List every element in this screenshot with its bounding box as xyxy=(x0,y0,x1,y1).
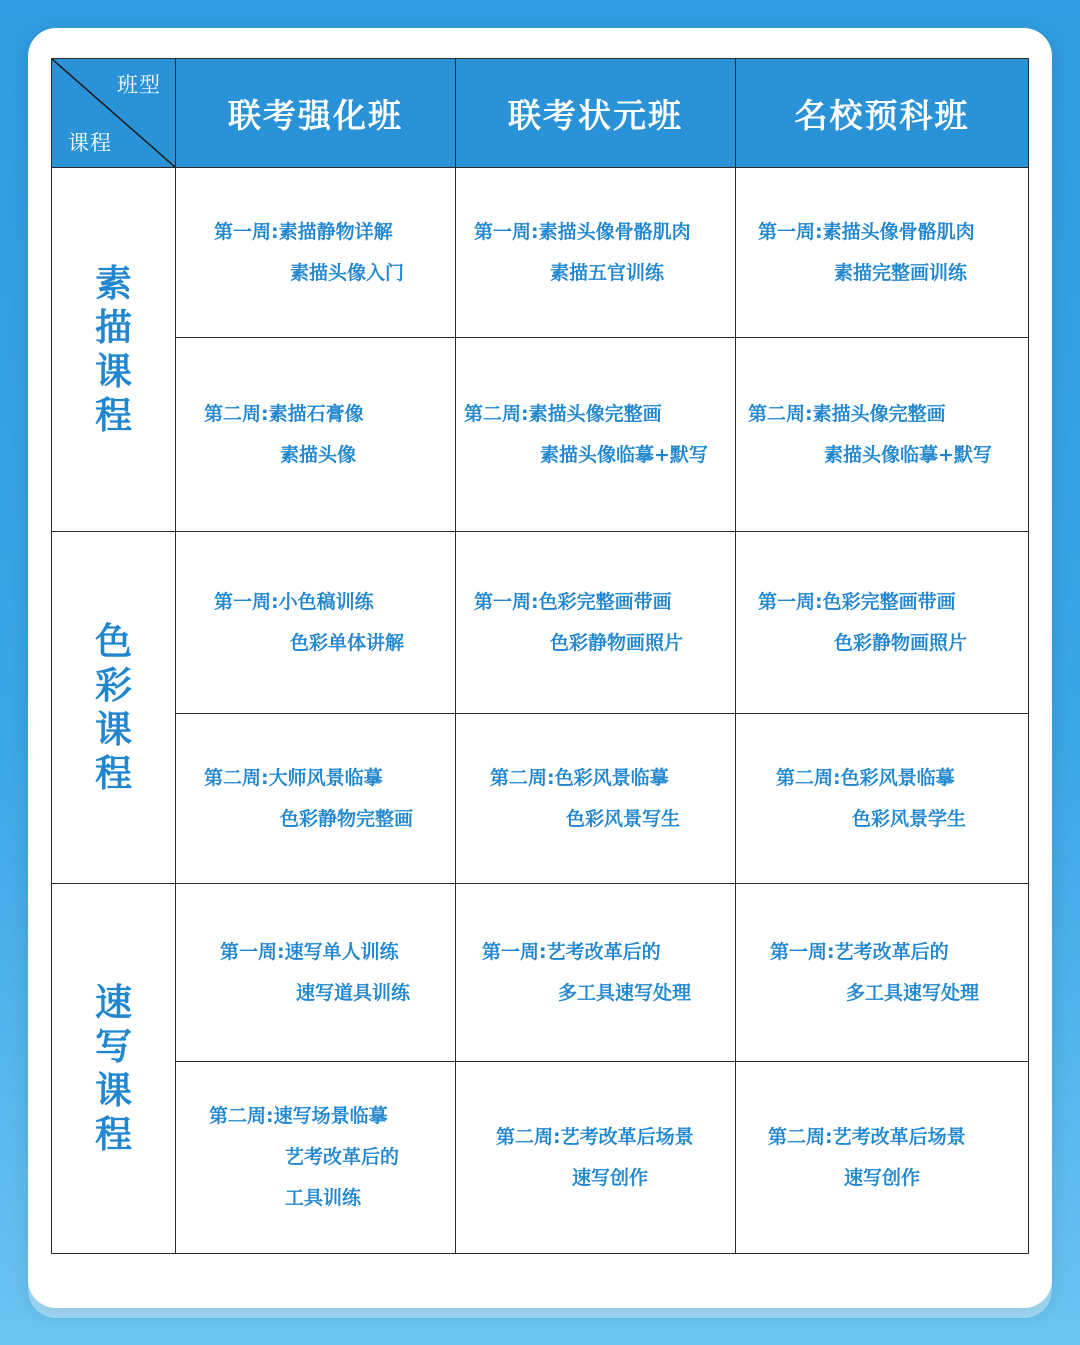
cell-line: 第一周:素描头像骨骼肌肉 xyxy=(758,220,975,243)
table-row xyxy=(52,168,1029,338)
cell-line: 多工具速写处理 xyxy=(846,981,980,1004)
cell-line: 素描头像 xyxy=(280,443,357,466)
cell-line: 第一周:素描头像骨骼肌肉 xyxy=(474,220,691,243)
table-row xyxy=(52,532,1029,714)
table-row xyxy=(52,1062,1029,1254)
table-cell xyxy=(456,338,736,532)
table-cell xyxy=(176,884,456,1062)
cell-line: 速写道具训练 xyxy=(296,981,411,1004)
course-name-color xyxy=(52,532,176,884)
course-name-label: 速写课程 xyxy=(95,980,132,1156)
cell-line: 第一周:艺考改革后的 xyxy=(770,940,949,963)
cell-line: 艺考改革后的 xyxy=(285,1146,400,1168)
cell-line: 第二周:色彩风景临摹 xyxy=(490,766,669,789)
table-cell xyxy=(176,714,456,884)
table-cell xyxy=(736,338,1029,532)
header-row xyxy=(52,59,1029,168)
course-label: 课程 xyxy=(68,131,112,155)
cell-line: 第一周:速写单人训练 xyxy=(220,940,399,963)
table-cell xyxy=(736,884,1029,1062)
cell-line: 第一周:小色稿训练 xyxy=(214,590,374,613)
table-cell xyxy=(456,714,736,884)
cell-line: 多工具速写处理 xyxy=(558,981,692,1004)
table-cell xyxy=(176,168,456,338)
table-cell xyxy=(176,532,456,714)
table-cell xyxy=(456,884,736,1062)
cell-line: 色彩静物完整画 xyxy=(280,807,414,830)
cell-line: 素描五官训练 xyxy=(550,261,665,284)
column-header-lianKaoQiangHua: 联考强化班 xyxy=(176,59,456,168)
cell-line: 第二周:速写场景临摹 xyxy=(209,1105,388,1127)
cell-line: 色彩风景写生 xyxy=(566,807,681,830)
cell-line: 素描头像临摹+默写 xyxy=(824,443,992,466)
cell-line: 色彩静物画照片 xyxy=(834,631,968,654)
cell-line: 素描完整画训练 xyxy=(834,261,968,284)
cell-line: 第二周:素描石膏像 xyxy=(204,402,364,425)
table-cell xyxy=(176,338,456,532)
table-cell xyxy=(736,1062,1029,1254)
cell-line: 第二周:艺考改革后场景 xyxy=(768,1125,966,1148)
course-name-label: 色彩课程 xyxy=(95,619,132,795)
table-cell xyxy=(456,1062,736,1254)
cell-line: 第一周:色彩完整画带画 xyxy=(758,590,956,613)
cell-line: 第二周:艺考改革后场景 xyxy=(496,1125,694,1148)
table-cell xyxy=(176,1062,456,1254)
course-name-label: 素描课程 xyxy=(95,261,132,437)
table-row xyxy=(52,338,1029,532)
cell-line: 色彩风景学生 xyxy=(852,807,967,830)
table-cell xyxy=(456,532,736,714)
cell-line: 素描头像临摹+默写 xyxy=(540,443,708,466)
cell-line: 第一周:素描静物详解 xyxy=(214,220,393,243)
course-name-sketch xyxy=(52,168,176,532)
column-header-lianKaoZhuangYuan: 联考状元班 xyxy=(456,59,736,168)
cell-line: 第一周:艺考改革后的 xyxy=(482,940,661,963)
column-header-mingXiaoYuKe: 名校预科班 xyxy=(736,59,1029,168)
cell-line: 第二周:大师风景临摹 xyxy=(204,766,383,789)
cell-line: 第一周:色彩完整画带画 xyxy=(474,590,672,613)
corner-header-cell xyxy=(52,59,176,168)
course-name-quick-sketch xyxy=(52,884,176,1254)
cell-line: 色彩单体讲解 xyxy=(290,631,405,654)
table-row xyxy=(52,714,1029,884)
cell-line: 第二周:素描头像完整画 xyxy=(464,402,662,425)
table-cell xyxy=(456,168,736,338)
cell-line: 第二周:色彩风景临摹 xyxy=(776,766,955,789)
table-cell xyxy=(736,532,1029,714)
class-type-label: 班型 xyxy=(117,73,161,97)
table-row xyxy=(52,884,1029,1062)
cell-line: 色彩静物画照片 xyxy=(550,631,684,654)
cell-line: 速写创作 xyxy=(844,1166,921,1189)
course-schedule-table xyxy=(51,58,1029,1254)
cell-line: 素描头像入门 xyxy=(290,261,405,284)
cell-line: 速写创作 xyxy=(572,1166,649,1189)
table-cell xyxy=(736,168,1029,338)
table-cell xyxy=(736,714,1029,884)
cell-line: 工具训练 xyxy=(285,1187,362,1209)
cell-line: 第二周:素描头像完整画 xyxy=(748,402,946,425)
